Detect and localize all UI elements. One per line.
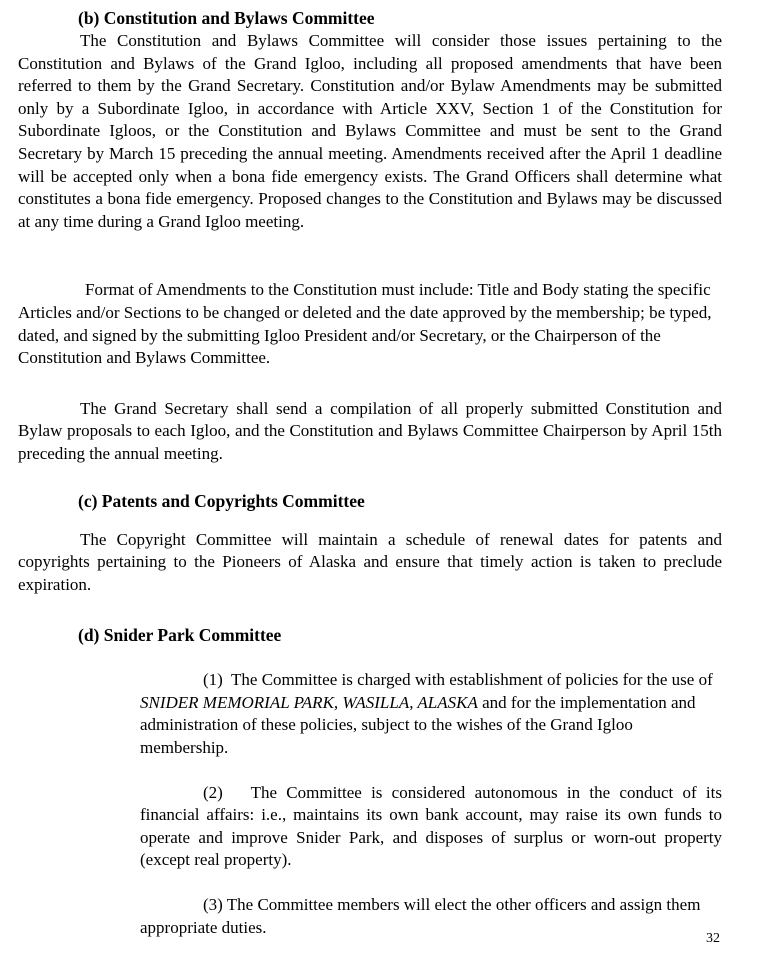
- section-b-paragraph-2: Format of Amendments to the Constitution must include: Title and Body stating the specific Articles and/or Sections to be changed or deleted and the date approved by the membership; be typed, dated, and signed by the submitting Igloo President and/or Secretary, or the Chairperson of the Constitution and Bylaws Committee.: [18, 280, 712, 368]
- section-d-item-3: (3) The Committee members will elect the other officers and assign them appropriate duties.: [140, 895, 701, 937]
- section-b-paragraph-1: The Constitution and Bylaws Committee will consider those issues pertaining to the Constitution and Bylaws of the Grand Igloo, including all proposed amendments that have been referred to them by the Grand Secretary. Constitution and/or Bylaw Amendments may be submitted only by a Subordinate Igloo, in accordance with Article XXV, Section 1 of the Constitution for Subordinate Igloos, or the Constitution and Bylaws Committee and must be sent to the Grand Secretary by March 15 preceding the annual meeting. Amendments received after the April 1 deadline will be accepted only when a bona fide emergency exists. The Grand Officers shall determine what constitutes a bona fide emergency. Proposed changes to the Constitution and Bylaws may be discussed at any time during a Grand Igloo meeting.: [18, 31, 722, 231]
- section-c-paragraph-1: The Copyright Committee will maintain a schedule of renewal dates for patents and copyrights pertaining to the Pioneers of Alaska and ensure that timely action is taken to preclude expiration.: [18, 529, 722, 594]
- section-b-heading: (b) Constitution and Bylaws Committee: [78, 8, 375, 28]
- section-d-item-1-text-post: and for the implementation and administration of these policies, subject to the wishes of the Grand Igloo membership.: [140, 692, 696, 758]
- section-c-heading: (c) Patents and Copyrights Committee: [78, 490, 365, 511]
- page-number: 32: [706, 931, 720, 946]
- section-d-item-1: [140, 669, 722, 759]
- section-d-item-1-park-name: SNIDER MEMORIAL PARK, WASILLA, ALASKA: [140, 692, 478, 712]
- section-d-heading: (d) Snider Park Committee: [78, 625, 282, 646]
- section-b-paragraph-3: The Grand Secretary shall send a compilation of all properly submitted Constitution and Bylaw proposals to each Igloo, and the Constitution and Bylaws Committee Chairperson by April 15th preceding the annual meeting.: [18, 398, 722, 463]
- section-d-item-1-text-pre: (1) The Committee is charged with establishment of policies for the use of: [203, 670, 713, 690]
- section-d-item-2: (2) The Committee is considered autonomous in the conduct of its financial affairs: i.e., maintains its own bank account, may raise its own funds to operate and improve Snider Park, and disposes of surplus or worn-out property (except real property).: [140, 782, 722, 870]
